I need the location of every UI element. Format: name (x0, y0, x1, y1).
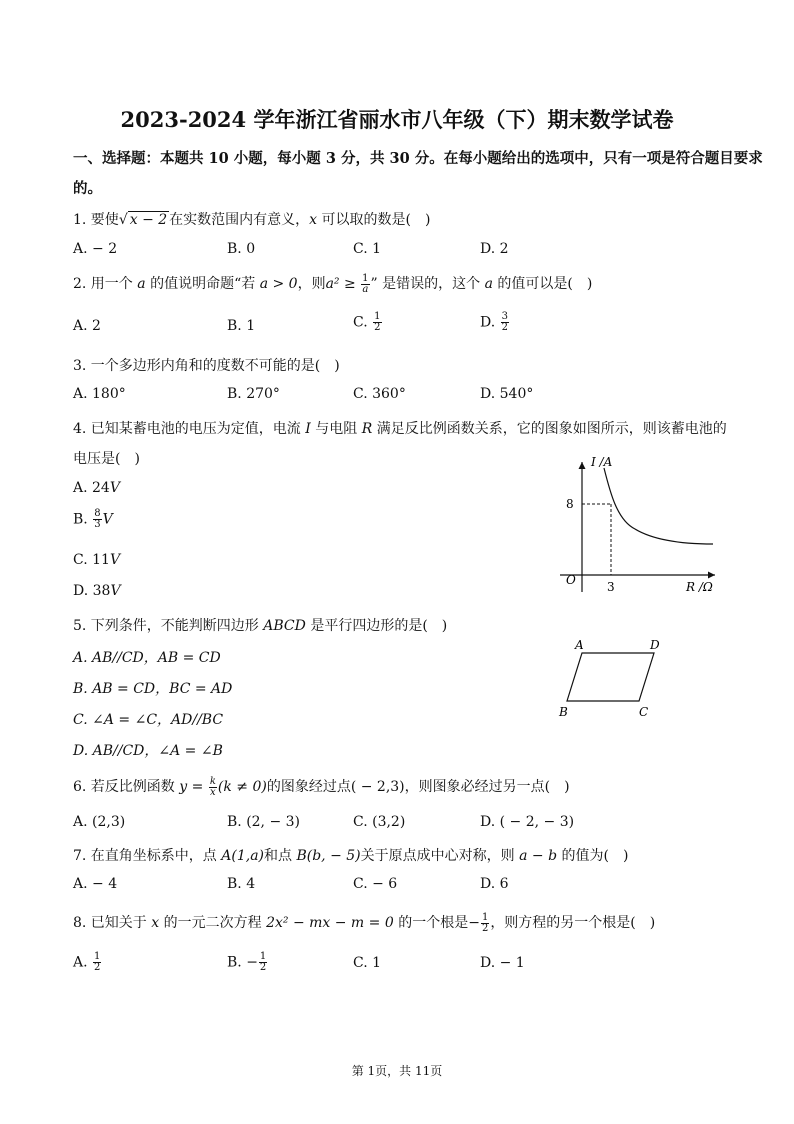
q4-var-i: I (305, 421, 311, 437)
q4-option-b[interactable] (73, 509, 113, 530)
q1-stem-c: 可以取的数是( ) (317, 212, 431, 228)
q4-option-a[interactable] (73, 480, 120, 496)
parallelogram (567, 653, 654, 701)
q6-option-b[interactable]: B. (2, − 3) (227, 814, 301, 830)
q2-ineq: a² ≥ (325, 276, 356, 292)
q8-option-b-label: B. − (227, 954, 258, 971)
q5-option-d[interactable]: D. AB//CD，∠A = ∠B (73, 743, 223, 759)
question-8 (73, 912, 655, 934)
y-tick-label: 8 (566, 497, 574, 511)
q2-option-b[interactable]: B. 1 (227, 318, 256, 334)
q2-var2: a (484, 276, 493, 292)
q2-option-d-frac (501, 312, 509, 333)
q5-option-b[interactable]: B. AB = CD，BC = AD (73, 681, 233, 697)
q1-option-a[interactable]: A. − 2 (73, 241, 118, 257)
q1-radicand: x − 2 (129, 212, 168, 228)
sqrt-sign-icon: √ (118, 212, 128, 228)
q8-option-a-label: A. (73, 954, 93, 971)
x-tick-label: 3 (607, 580, 615, 594)
q7-option-a[interactable]: A. − 4 (73, 876, 118, 892)
q8-option-a[interactable] (73, 952, 102, 973)
q8-root-sign: − (468, 915, 480, 931)
q6-option-a[interactable]: A. (2,3) (73, 814, 126, 830)
inverse-curve (604, 468, 713, 544)
q2-stem-b: 的值说明命题“若 (145, 276, 260, 292)
q7-stem-a: 7. 在直角坐标系中，点 (73, 848, 222, 864)
q8-option-b[interactable] (227, 952, 268, 973)
q2-frac-num: 1 (362, 272, 369, 284)
q1-option-c[interactable]: C. 1 (353, 241, 382, 257)
q8-var: x (151, 915, 160, 931)
frac-num: 1 (481, 911, 489, 923)
q8-option-c[interactable]: C. 1 (353, 955, 382, 971)
q7-option-d[interactable]: D. 6 (480, 876, 509, 892)
frac-num: 1 (374, 311, 381, 322)
frac-den: 2 (501, 322, 509, 333)
q8-stem-c: 的一个根是 (393, 915, 469, 931)
q4-stem-a: 4. 已知某蓄电池的电压为定值，电流 (73, 421, 306, 437)
vertex-b-label: B (559, 705, 568, 719)
q8-equation: 2x² − mx − m = 0 (266, 915, 394, 931)
q8-fraction (481, 913, 489, 934)
page-footer: 第 1页，共 11页 (351, 1064, 443, 1078)
q1-stem-b: 在实数范围内有意义， (169, 212, 310, 228)
question-7 (73, 845, 628, 865)
frac-den: 2 (94, 962, 101, 973)
q5-stem-a: 5. 下列条件，不能判断四边形 (73, 618, 264, 634)
q6-fraction (209, 777, 217, 798)
q1-stem-a: 1. 要使 (73, 212, 119, 228)
section-header-line1: 一、选择题：本题共 10 小题，每小题 3 分，共 30 分。在每小题给出的选项中，只有一项是符合题目要求 (73, 150, 763, 167)
question-3: 3. 一个多边形内角和的度数不可能的是( ) (73, 358, 340, 374)
q4-option-c[interactable] (73, 552, 120, 568)
q2-stem-c: ，则 (297, 276, 326, 292)
unit-v: V (102, 511, 113, 528)
q2-option-a[interactable]: A. 2 (73, 318, 101, 334)
question-5 (73, 615, 447, 635)
q7-stem-d: 的值为( ) (557, 848, 629, 864)
q2-var: a (137, 276, 146, 292)
question-6 (73, 776, 570, 798)
frac-den: x (210, 786, 216, 798)
q2-cond: a > 0 (259, 276, 298, 292)
q3-option-c[interactable]: C. 360° (353, 386, 406, 402)
q7-point-b: B(b, − 5) (296, 848, 361, 864)
frac-num: k (209, 775, 216, 787)
q4-stem-c: 满足反比例函数关系，它的图象如图所示，则该蓄电池的 (372, 421, 727, 437)
q8-option-a-frac (93, 952, 101, 973)
frac-num: 1 (259, 951, 267, 962)
q6-func-lhs: y = (179, 779, 204, 795)
q8-stem-a: 8. 已知关于 (73, 915, 152, 931)
question-4-line1 (73, 418, 727, 438)
q8-stem-b: 的一元二次方程 (159, 915, 267, 931)
q7-point-a: A(1,a) (221, 848, 265, 864)
q4-var-r: R (361, 421, 373, 437)
q4-inverse-graph (555, 452, 725, 600)
q2-option-c-frac (373, 312, 381, 333)
q8-option-d[interactable]: D. − 1 (480, 955, 525, 971)
frac-den: 2 (374, 322, 381, 333)
q4-option-d-label: D. 38 (73, 583, 111, 599)
frac-den: 2 (481, 922, 489, 934)
q5-parallelogram-figure (555, 636, 670, 720)
q8-option-b-frac (259, 952, 267, 973)
page-title: 2023-2024 学年浙江省丽水市八年级（下）期末数学试卷 (120, 107, 674, 132)
frac-num: 1 (94, 951, 101, 962)
q7-option-c[interactable]: C. − 6 (353, 876, 398, 892)
q6-stem-b: (k ≠ 0) (217, 779, 267, 795)
q4-option-b-frac (93, 509, 101, 530)
q5-option-c[interactable]: C. ∠A = ∠C，AD//BC (73, 712, 224, 728)
q3-option-b[interactable]: B. 270° (227, 386, 280, 402)
q7-stem-c: 关于原点成中心对称，则 (360, 848, 520, 864)
question-1 (73, 209, 430, 229)
unit-v: V (110, 583, 121, 599)
q2-option-c-label: C. (353, 314, 373, 331)
q7-option-b[interactable]: B. 4 (227, 876, 256, 892)
q2-option-d-label: D. (480, 314, 500, 331)
q4-stem-b: 与电阻 (310, 421, 362, 437)
frac-num: 3 (501, 311, 509, 322)
q2-frac-den: a (362, 283, 369, 295)
q6-option-c[interactable]: C. (3,2) (353, 814, 406, 830)
q2-option-c[interactable] (353, 312, 383, 333)
q5-shape: ABCD (263, 618, 306, 634)
q3-option-d[interactable]: D. 540° (480, 386, 534, 402)
origin-label: O (566, 573, 576, 587)
vertex-a-label: A (575, 638, 584, 652)
q7-expr: a − b (519, 848, 558, 864)
q4-option-a-label: A. 24 (73, 480, 110, 496)
frac-den: 3 (94, 519, 101, 530)
q5-stem-b: 是平行四边形的是( ) (305, 618, 448, 634)
unit-v: V (109, 480, 120, 496)
unit-v: V (109, 552, 121, 568)
q4-option-d[interactable] (73, 583, 121, 599)
q7-stem-b: 和点 (264, 848, 297, 864)
q1-var: x (309, 212, 318, 228)
q6-stem-c: 的图象经过点( − 2,3)，则图象必经过另一点( ) (266, 779, 570, 795)
question-2 (73, 273, 592, 295)
y-axis-label: I /A (591, 455, 613, 469)
q3-option-a[interactable]: A. 180° (73, 386, 126, 402)
frac-den: 2 (259, 962, 267, 973)
q2-stem-e: 的值可以是( ) (492, 276, 593, 292)
q6-stem-a: 6. 若反比例函数 (73, 779, 180, 795)
q8-stem-d: ，则方程的另一个根是( ) (490, 915, 656, 931)
q2-option-d[interactable] (480, 312, 510, 333)
x-axis-label: R /Ω (686, 580, 713, 594)
question-4-line2: 电压是( ) (73, 451, 140, 467)
q1-option-b[interactable]: B. 0 (227, 241, 256, 257)
section-header-line2: 的。 (73, 180, 102, 197)
q5-option-a[interactable]: A. AB//CD，AB = CD (73, 650, 221, 666)
q6-option-d[interactable]: D. ( − 2, − 3) (480, 814, 575, 830)
q4-option-b-label: B. (73, 511, 93, 528)
q4-option-c-label: C. 11 (73, 552, 110, 568)
vertex-c-label: C (639, 705, 649, 719)
q1-option-d[interactable]: D. 2 (480, 241, 509, 257)
q2-stem-d: ” 是错误的，这个 (370, 276, 485, 292)
q2-stem-a: 2. 用一个 (73, 276, 138, 292)
vertex-d-label: D (650, 638, 660, 652)
q2-fraction (361, 274, 369, 295)
frac-num: 8 (94, 508, 101, 519)
